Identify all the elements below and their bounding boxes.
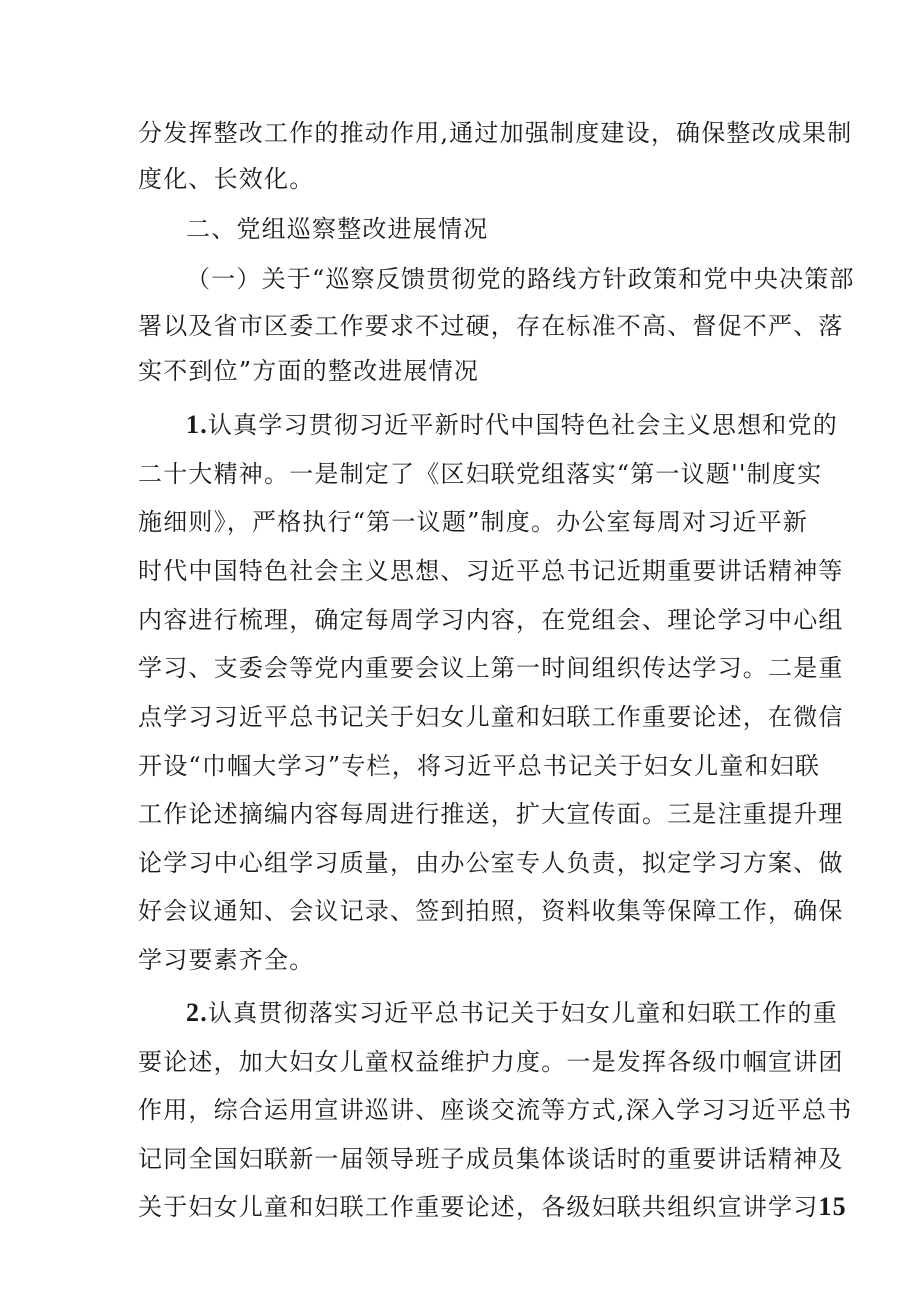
item-2-line-4: 记同全国妇联新一届领导班子成员集体谈话时的重要讲话精神及 bbox=[138, 1145, 844, 1173]
subsection-heading-line-3: 实不到位”方面的整改进展情况 bbox=[138, 357, 480, 385]
item-2-line-5-text: 关于妇女儿童和妇联工作重要论述，各级妇联共组织宣讲学习 bbox=[138, 1193, 819, 1221]
paragraph-line-2: 度化、长效化。 bbox=[138, 165, 315, 193]
paragraph-line-1: 分发挥整改工作的推动作用,通过加强制度建设，确保整改成果制 bbox=[138, 119, 853, 147]
item-1-line-2: 二十大精神。一是制定了《区妇联党组落实“第一议题''制度实 bbox=[138, 460, 823, 488]
item-1-line-9: 工作论述摘编内容每周进行推送，扩大宣传面。三是注重提升理 bbox=[138, 800, 844, 828]
item-2-line-1 bbox=[186, 995, 846, 1031]
item-2-number: 2. bbox=[186, 998, 208, 1027]
item-2-line-3: 作用，综合运用宣讲巡讲、座谈交流等方式,深入学习习近平总书 bbox=[138, 1096, 853, 1124]
subsection-heading-line-2: 署以及省市区委工作要求不过硬，存在标准不高、督促不严、落 bbox=[138, 312, 844, 340]
item-1-line-8: 开设“巾帼大学习”专栏，将习近平总书记关于妇女儿童和妇联 bbox=[138, 752, 821, 780]
item-1-number: 1. bbox=[186, 410, 208, 439]
item-1-line-4: 时代中国特色社会主义思想、习近平总书记近期重要讲话精神等 bbox=[138, 557, 844, 585]
item-1-line-10: 论学习中心组学习质量，由办公室专人负责，拟定学习方案、做 bbox=[138, 849, 844, 877]
item-1-line-11: 好会议通知、会议记录、签到拍照，资料收集等保障工作，确保 bbox=[138, 897, 844, 925]
item-2-text: 认真贯彻落实习近平总书记关于妇女儿童和妇联工作的重 bbox=[207, 999, 838, 1027]
section-heading-2: 二、党组巡察整改进展情况 bbox=[186, 215, 489, 243]
item-1-line-12: 学习要素齐全。 bbox=[138, 946, 315, 974]
item-2-line-2: 要论述，加大妇女儿童权益维护力度。一是发挥各级巾帼宣讲团 bbox=[138, 1048, 844, 1076]
item-1-line-5: 内容进行梳理，确定每周学习内容，在党组会、理论学习中心组 bbox=[138, 606, 844, 634]
item-1-line-1 bbox=[186, 407, 846, 443]
item-1-text: 认真学习贯彻习近平新时代中国特色社会主义思想和党的 bbox=[207, 411, 838, 439]
trailing-number: 15 bbox=[818, 1192, 847, 1221]
item-1-line-7: 点学习习近平总书记关于妇女儿童和妇联工作重要论述，在微信 bbox=[138, 703, 844, 731]
item-2-line-5 bbox=[138, 1189, 847, 1225]
subsection-heading-line-1: （一）关于“巡察反馈贯彻党的路线方针政策和党中央决策部 bbox=[186, 265, 855, 293]
item-1-line-6: 学习、支委会等党内重要会议上第一时间组织传达学习。二是重 bbox=[138, 654, 844, 682]
item-1-line-3: 施细则》，严格执行“第一议题”制度。办公室每周对习近平新 bbox=[138, 508, 809, 536]
